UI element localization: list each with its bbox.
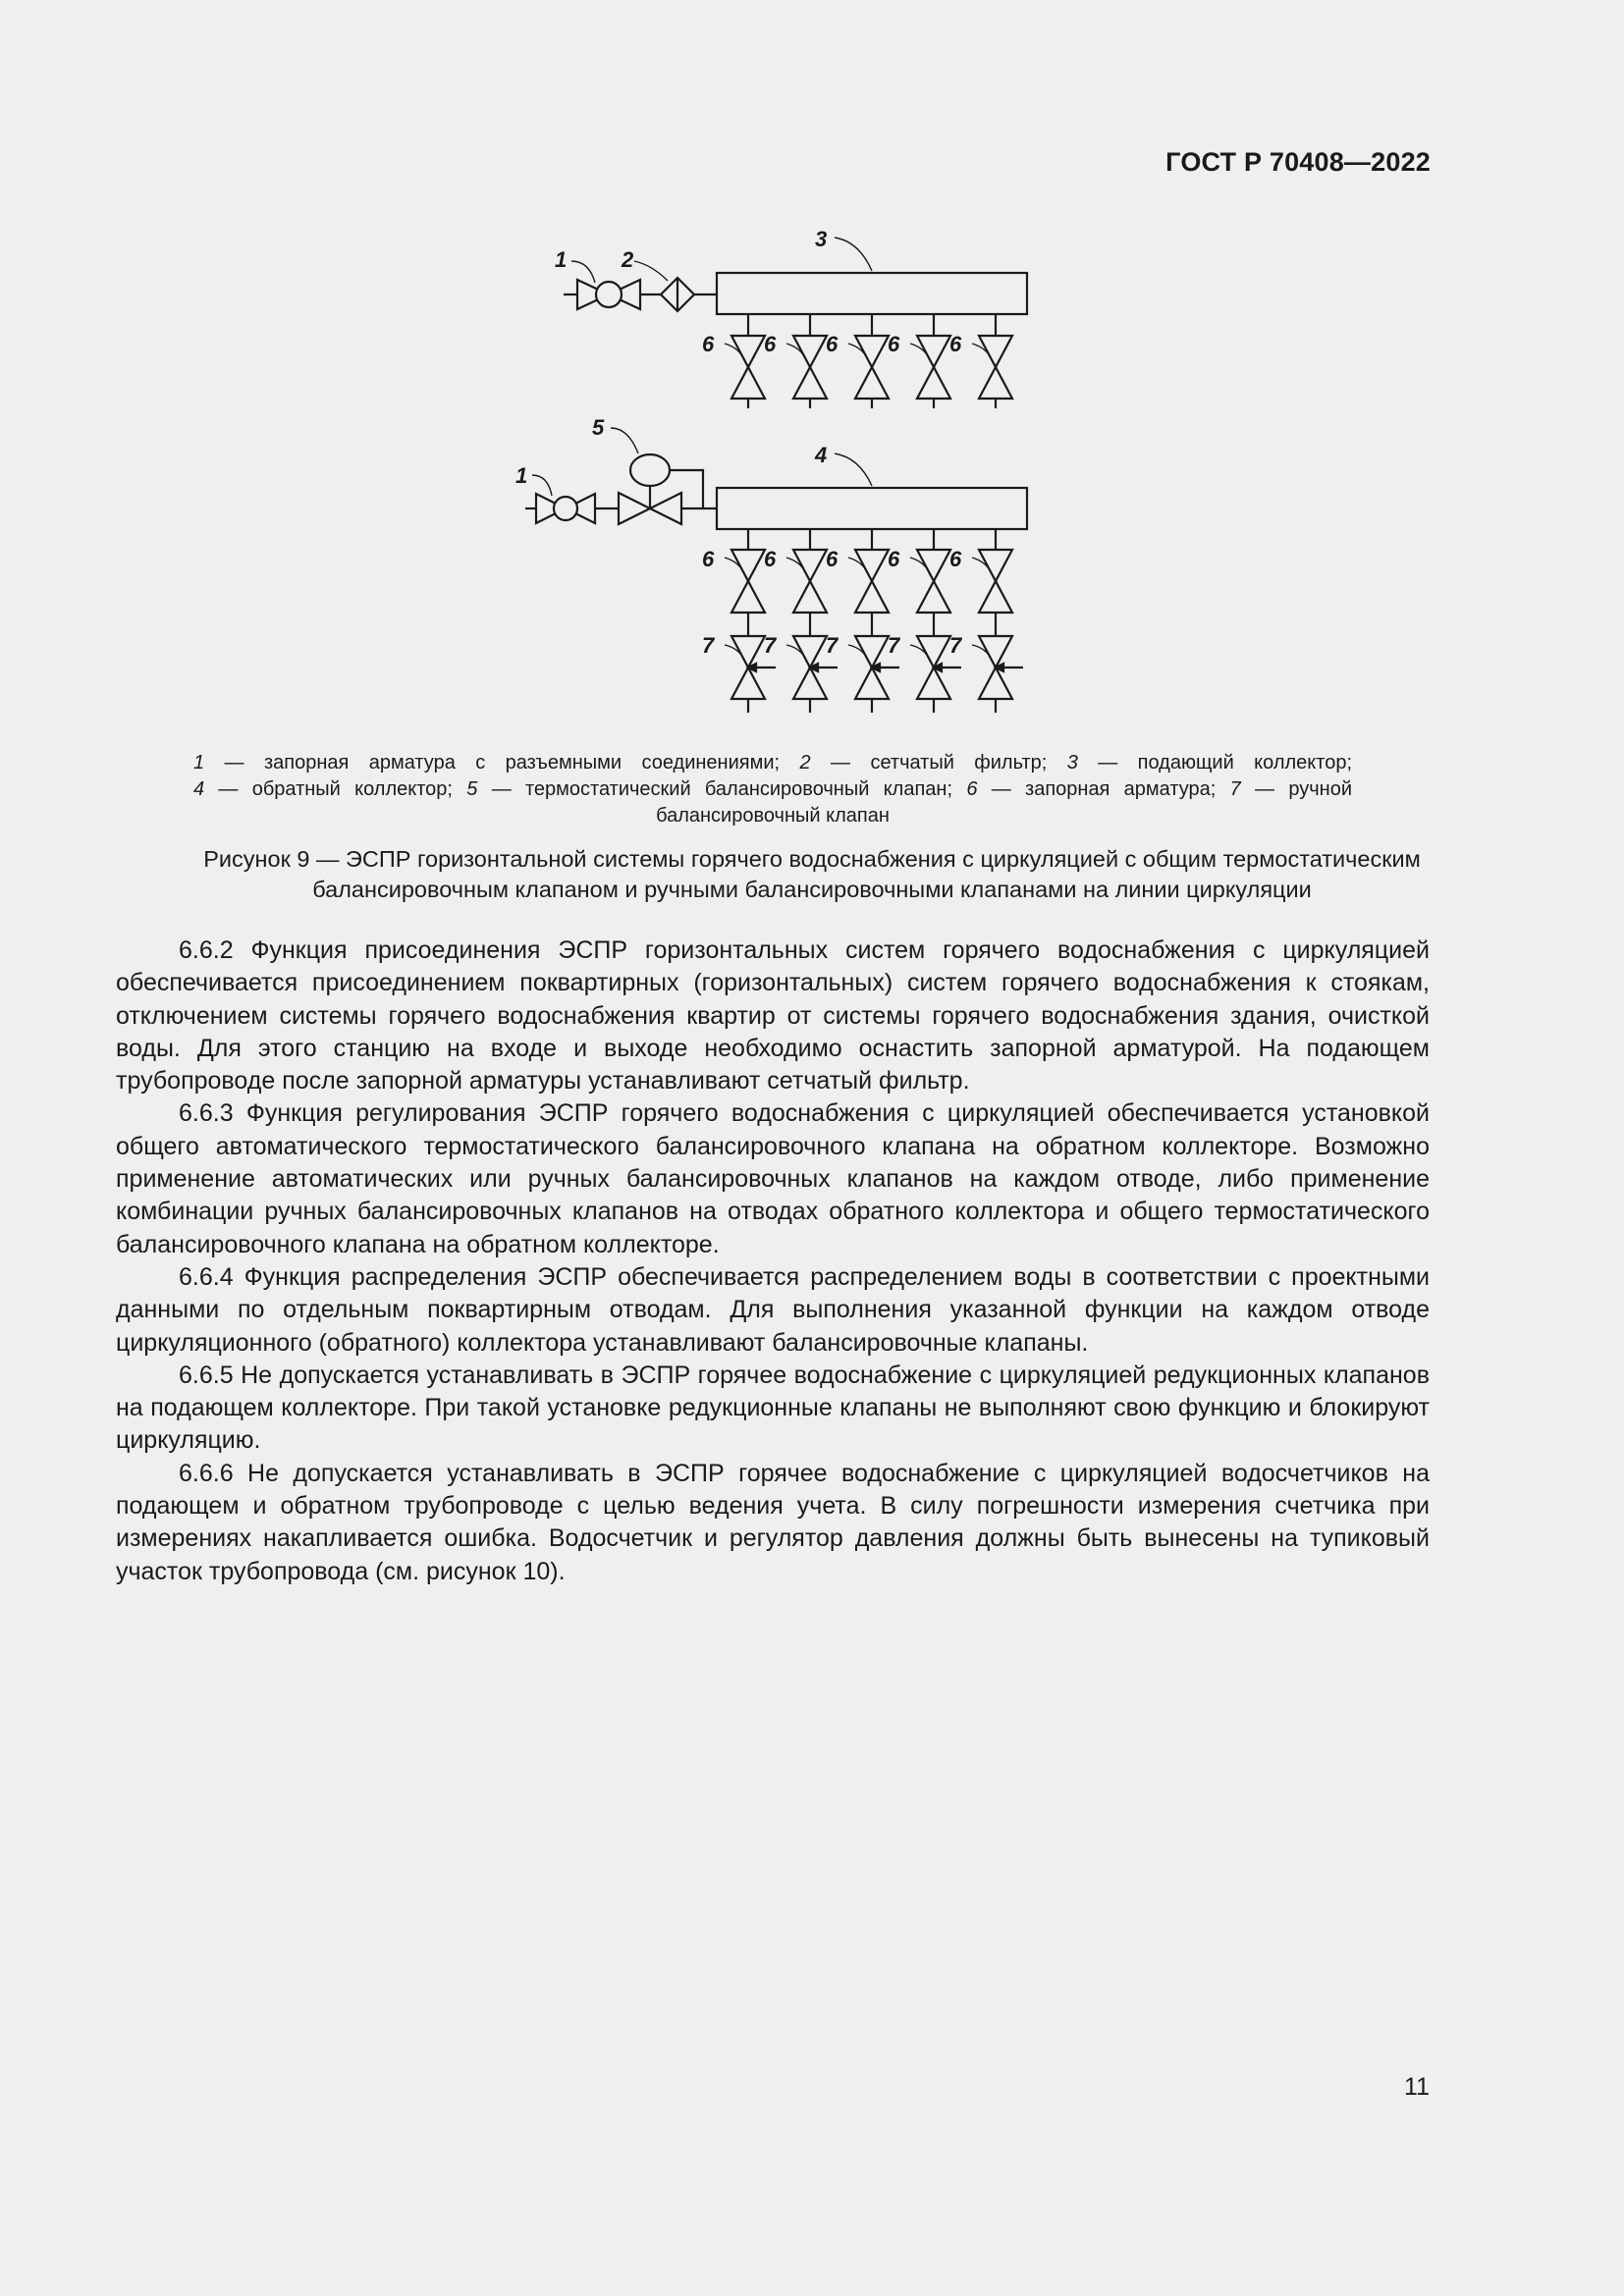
- legend-line-2: 4 — обратный коллектор; 5 — термостатический балансировочный клапан; 6 — запорная арматура; 7 — ручной: [193, 778, 1352, 800]
- document-code: ГОСТ Р 70408—2022: [1165, 147, 1431, 177]
- figure-caption: [116, 844, 1508, 905]
- mesh-filter-icon: [661, 278, 694, 311]
- callout-5: 5: [592, 415, 605, 440]
- callout-6: 6: [826, 547, 839, 571]
- paragraph-6-6-5: 6.6.5 Не допускается устанавливать в ЭСПР горячее водоснабжение с циркуляцией редукционных клапанов на подающем коллекторе. При такой установке редукционные клапаны не выполняют свою функцию и блокируют циркуляцию.: [116, 1361, 1430, 1455]
- callout-7: 7: [702, 633, 715, 658]
- paragraph-6-6-4: 6.6.4 Функция распределения ЭСПР обеспечивается распределением воды в соответствии с проектными данными по отдельным поквартирным отводам. Для выполнения указанной функции на каждом отводе циркуляционного (обратного) коллектора устанавливают балансировочные клапаны.: [116, 1262, 1430, 1357]
- callout-6: 6: [826, 332, 839, 356]
- outlet-valves-top: [731, 314, 1012, 408]
- callout-6: 6: [949, 547, 962, 571]
- callout-4: 4: [815, 443, 828, 467]
- legend-line-3: балансировочный клапан: [656, 805, 890, 827]
- paragraph-6-6-2: 6.6.2 Функция присоединения ЭСПР горизонтальных систем горячего водоснабжения с циркуляцией обеспечивается присоединением поквартирных (горизонтальных) систем горячего водоснабжения к стоякам, отключением системы горячего водоснабжения квартир от системы горячего водоснабжения здания, очисткой воды. Для этого станцию на входе и выходе необходимо оснастить запорной арматурой. На подающем трубопроводе после запорной арматуры устанавливают сетчатый фильтр.: [116, 936, 1430, 1095]
- callout-7: 7: [826, 633, 839, 658]
- callout-1-top: 1: [555, 247, 568, 272]
- callout-3: 3: [815, 227, 828, 251]
- legend-line-1: 1 — запорная арматура с разъемными соединениями; 2 — сетчатый фильтр; 3 — подающий коллектор;: [193, 752, 1353, 774]
- supply-collector: [717, 273, 1027, 314]
- caption-line-1: Рисунок 9 — ЭСПР горизонтальной системы горячего водоснабжения с циркуляцией с общим термостатическим: [203, 846, 1421, 872]
- figure-legend: [193, 750, 1352, 829]
- shutoff-valve-2: [536, 494, 595, 523]
- callout-1-bottom: 1: [515, 463, 528, 488]
- return-collector: [717, 488, 1027, 529]
- caption-line-2: балансировочным клапаном и ручными балансировочными клапанами на линии циркуляции: [312, 877, 1312, 902]
- callout-6: 6: [764, 547, 777, 571]
- page-number: 11: [1404, 2073, 1430, 2101]
- callout-7: 7: [764, 633, 777, 658]
- schematic-diagram: [0, 0, 1624, 746]
- paragraph-6-6-3: 6.6.3 Функция регулирования ЭСПР горячего водоснабжения с циркуляцией обеспечивается установкой общего автоматического термостатического балансировочного клапана на обратном коллекторе. Возможно применение автоматических или ручных балансировочных клапанов на каждом отводе, либо применение комбинации ручных балансировочных клапанов на отводах обратного коллектора и общего термостатического балансировочного клапана на обратном коллекторе.: [116, 1099, 1430, 1258]
- paragraph-6-6-6: 6.6.6 Не допускается устанавливать в ЭСПР горячее водоснабжение с циркуляцией водосчетчиков на подающем и обратном трубопроводе с целью ведения учета. В силу погрешности измерения счетчика при измерениях накапливается ошибка. Водосчетчик и регулятор давления должны быть вынесены на тупиковый участок трубопровода (см. рисунок 10).: [116, 1459, 1430, 1585]
- callout-2: 2: [622, 247, 634, 272]
- body-text: [116, 934, 1430, 1588]
- callout-6: 6: [888, 547, 900, 571]
- callout-7: 7: [888, 633, 900, 658]
- callout-6: 6: [949, 332, 962, 356]
- callout-7: 7: [949, 633, 962, 658]
- callout-6: 6: [764, 332, 777, 356]
- callout-6: 6: [702, 332, 715, 356]
- shutoff-valve-1: [577, 280, 640, 309]
- callout-6: 6: [702, 547, 715, 571]
- callout-6: 6: [888, 332, 900, 356]
- thermostatic-valve: [619, 454, 681, 524]
